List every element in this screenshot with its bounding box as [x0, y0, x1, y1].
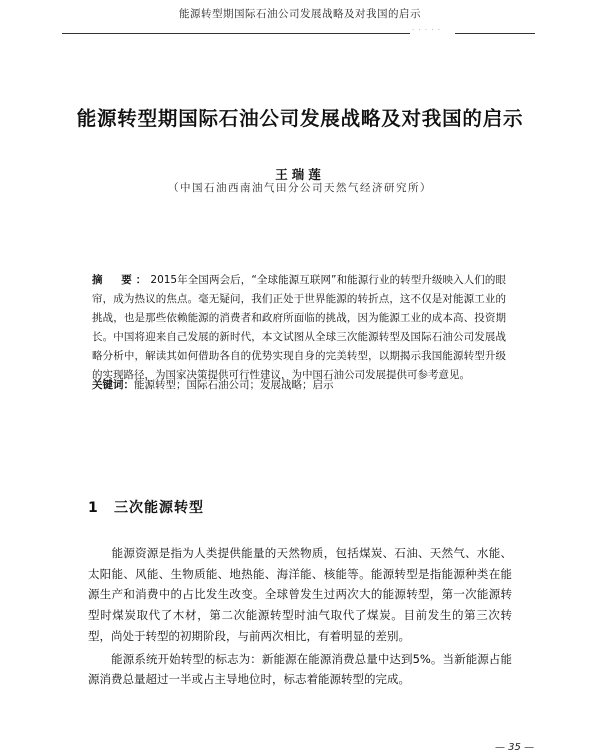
keywords-text: 能源转型；国际石油公司；发展战略；启示: [134, 379, 334, 391]
body-text: [88, 543, 512, 690]
abstract: [92, 271, 506, 386]
header-rule-short: [455, 33, 535, 34]
body-paragraph: 能源资源是指为人类提供能量的天然物质，包括煤炭、石油、天然气、水能、太阳能、风能、生物质能、地热能、海洋能、核能等。能源转型是指能源种类在能源生产和消费中的占比发生改变。全球曾发生过两次大的能源转型，第一次能源转型时煤炭取代了木材，第二次能源转型时油气取代了煤炭。目前发生的第三次转型，尚处于转型的初期阶段，与前两次相比，有着明显的差别。: [88, 546, 512, 643]
section-number: 1: [88, 500, 99, 516]
keywords: [92, 377, 506, 392]
author-name: 王瑞莲: [275, 167, 325, 182]
body-paragraph: 能源系统开始转型的标志为：新能源在能源消费总量中达到5%。当新能源占能源消费总量超过一半或占主导地位时，标志着能源转型的完成。: [88, 651, 512, 687]
running-header: 能源转型期国际石油公司发展战略及对我国的启示: [179, 8, 421, 20]
section-heading: [88, 497, 204, 517]
abstract-text: 2015年全国两会后，“全球能源互联网”和能源行业的转型升级映入人们的眼帘，成为热议的焦点。毫无疑问，我们正处于世界能源的转折点，这不仅是对能源工业的挑战，也是那些依赖能源的消费者和政府所面临的挑战，因为能源工业的成本高、投资期长。中国将迎来自己发展的新时代，本文试图从全球三次能源转型及国际石油公司发展战略分析中，解读其如何借助各自的优势实现自身的完美转型，以期揭示我国能源转型升级的实现路径，为国家决策提供可行性建议，为中国石油公司发展提供可参考意见。: [92, 274, 507, 382]
keywords-label: 关键词：: [92, 379, 134, 391]
article-title: 能源转型期国际石油公司发展战略及对我国的启示: [76, 107, 524, 130]
page-number: — 35 —: [495, 742, 535, 753]
section-title: 三次能源转型: [114, 500, 204, 516]
header-decoration: · · · · ·: [412, 26, 442, 34]
author-affiliation: （中国石油西南油气田分公司天然气经济研究所）: [168, 182, 432, 194]
abstract-label: 摘 要：: [92, 274, 151, 286]
header-rule: [62, 33, 410, 34]
